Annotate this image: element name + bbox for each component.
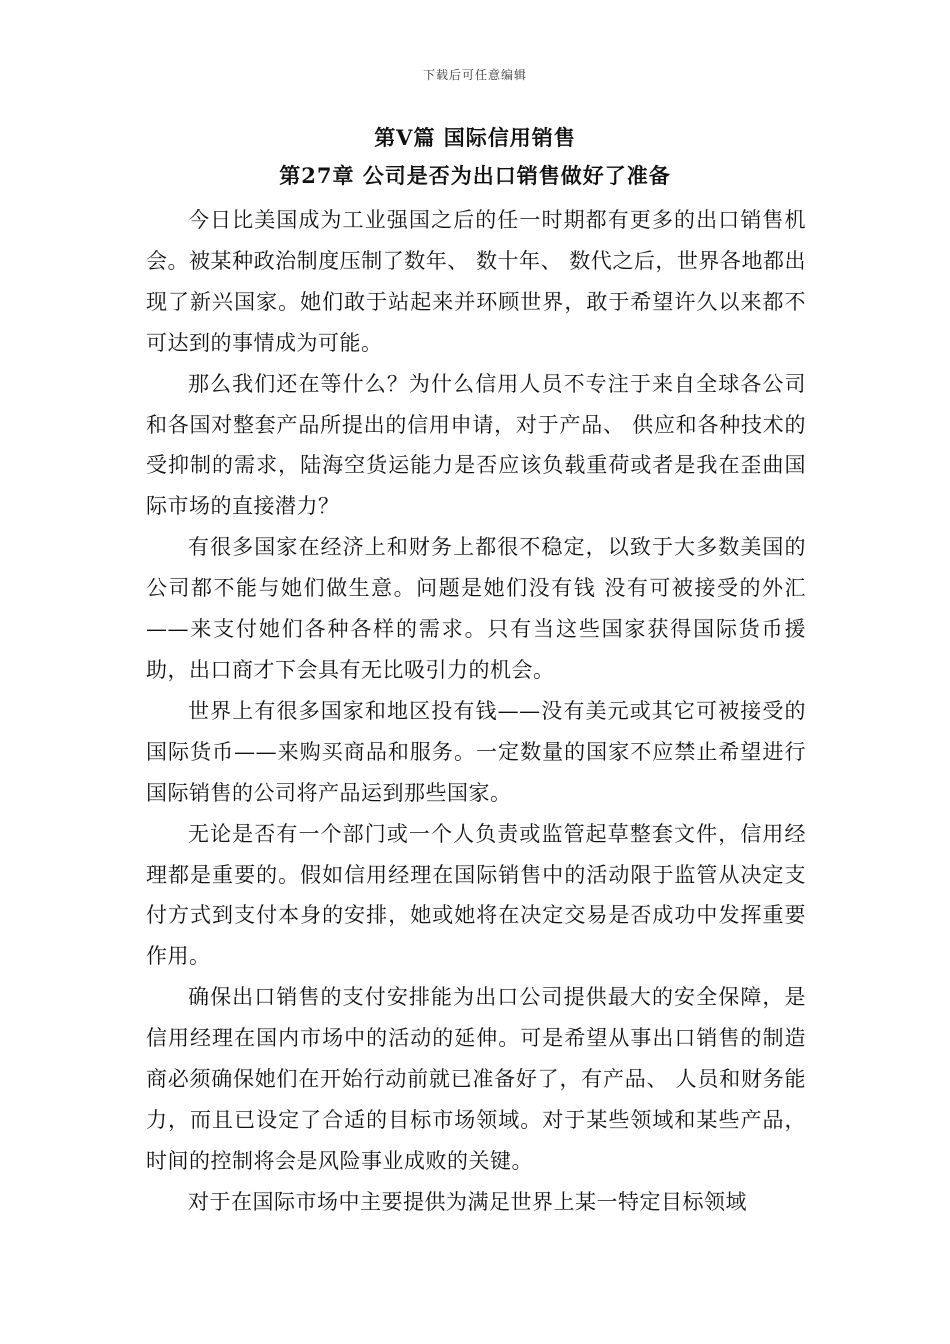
paragraph: 那么我们还在等什么？为什么信用人员不专注于来自全球各公司和各国对整套产品所提出的信用申请，对于产品、 供应和各种技术的受抑制的需求，陆海空货运能力是否应该负载重荷或者是我在歪曲国际市场的直接潜力？ — [146, 371, 806, 519]
paragraph: 今日比美国成为工业强国之后的任一时期都有更多的出口销售机会。被某种政治制度压制了数年、 数十年、 数代之后，世界各地都出现了新兴国家。她们敢于站起来并环顾世界，敢于希望许久以来都不可达到的事情成为可能。 — [146, 208, 806, 355]
document-body — [146, 200, 806, 1223]
paragraph: 无论是否有一个部门或一个人负责或监管起草整套文件，信用经理都是重要的。假如信用经理在国际销售中的活动限于监管从决定支付方式到支付本身的安排，她或她将在决定交易是否成功中发挥重要作用。 — [146, 821, 806, 969]
paragraph: 世界上有很多国家和地区投有钱——没有美元或其它可被接受的国际货币——来购买商品和服务。一定数量的国家不应禁止希望进行国际销售的公司将产品运到那些国家。 — [146, 698, 806, 805]
paragraph: 对于在国际市场中主要提供为满足世界上某一特定目标领域 — [188, 1189, 747, 1214]
header-note: 下载后可任意编辑 — [422, 68, 527, 82]
part-title: 第Ⅴ篇 国际信用销售 — [374, 125, 576, 150]
paragraph: 确保出口销售的支付安排能为出口公司提供最大的安全保障，是信用经理在国内市场中的活动的延伸。可是希望从事出口销售的制造商必须确保她们在开始行动前就已准备好了，有产品、 人员和财务能力，而且已设定了合适的目标市场领域。对于某些领域和某些产品，时间的控制将会是风险事业成败的关键。 — [146, 985, 806, 1173]
chapter-title: 第27章 公司是否为出口销售做好了准备 — [279, 163, 671, 188]
paragraph: 有很多国家在经济上和财务上都很不稳定，以致于大多数美国的公司都不能与她们做生意。问题是她们没有钱 没有可被接受的外汇——来支付她们各种各样的需求。只有当这些国家获得国际货币援助，出口商才下会具有无比吸引力的机会。 — [146, 535, 806, 682]
